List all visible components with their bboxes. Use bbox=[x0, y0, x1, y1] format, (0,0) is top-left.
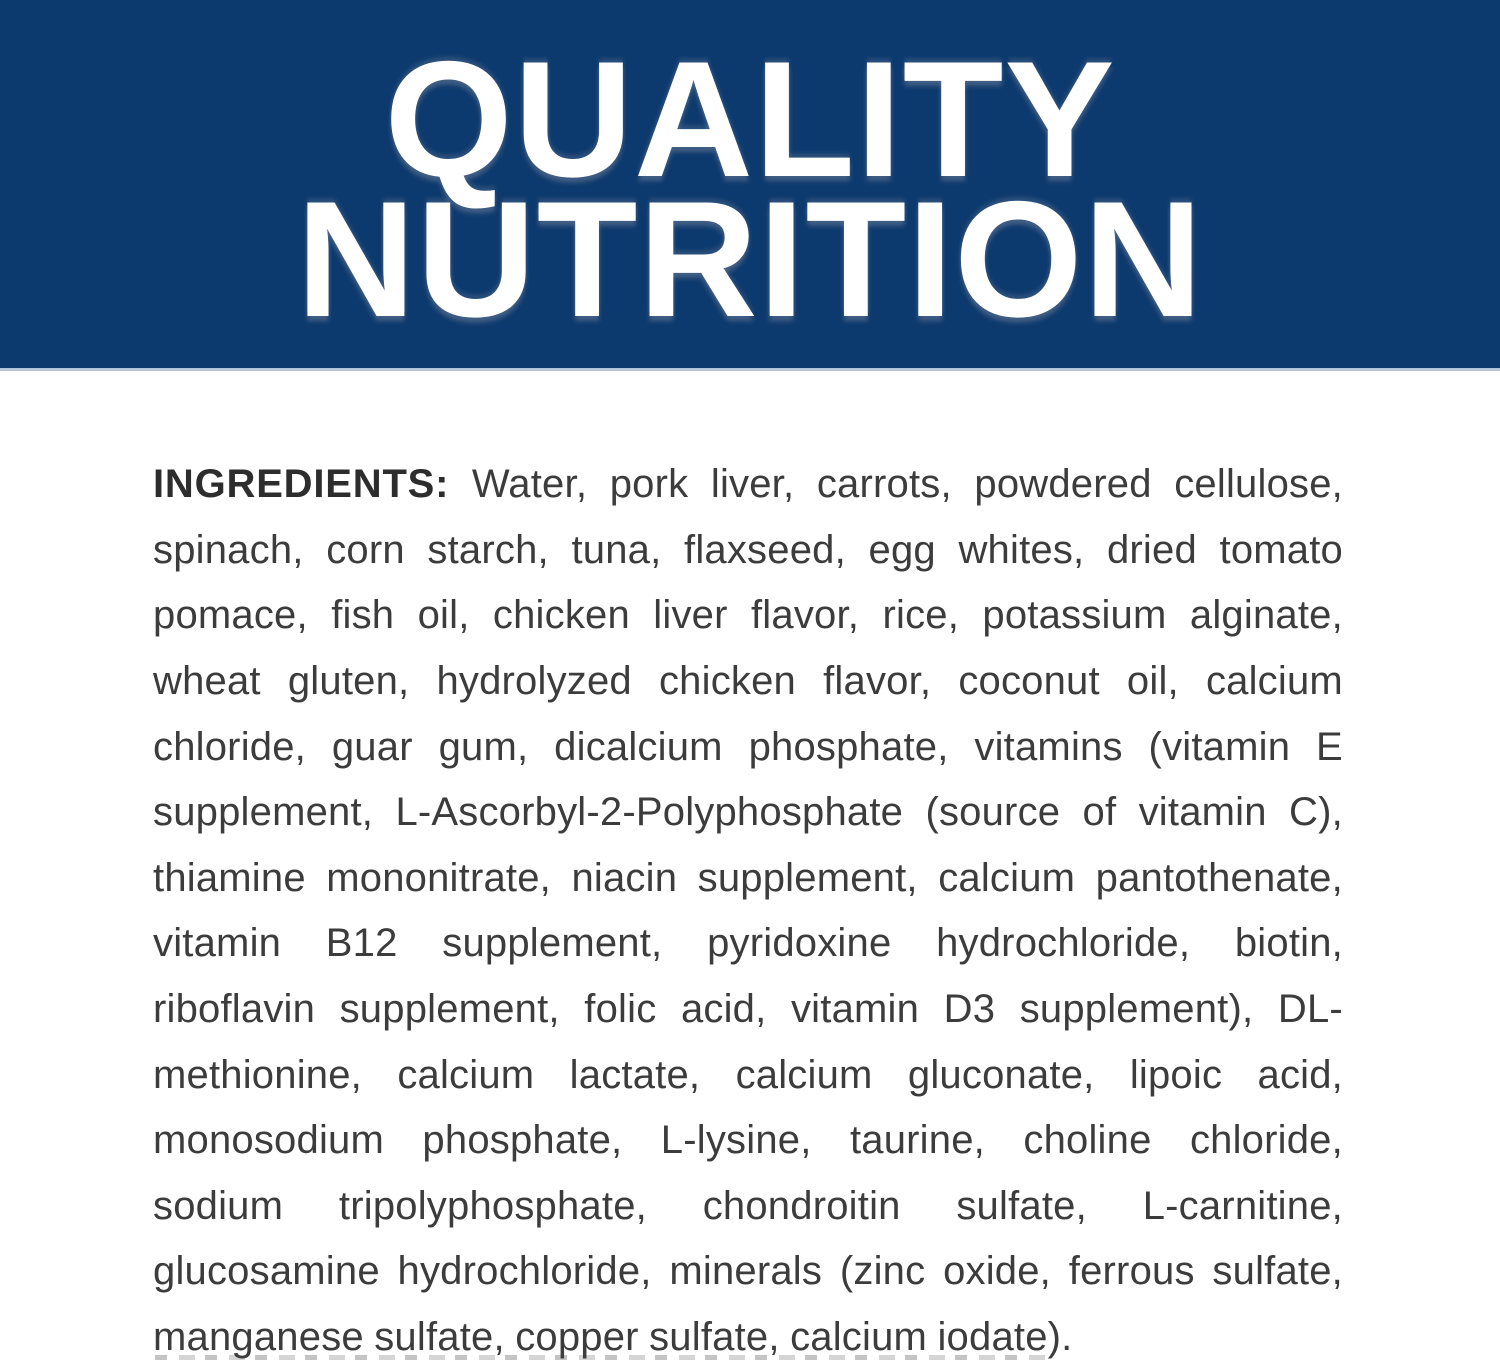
ingredients-word: oil, bbox=[417, 593, 470, 638]
ingredients-word: (vitamin bbox=[1148, 724, 1291, 769]
ingredients-line bbox=[153, 649, 1343, 715]
ingredients-word: tomato bbox=[1219, 527, 1343, 572]
ingredients-word: B12 bbox=[325, 921, 398, 966]
ingredients-word: wheat bbox=[153, 659, 261, 704]
ingredients-word: (zinc bbox=[839, 1249, 926, 1294]
ingredients-word: thiamine bbox=[153, 855, 306, 900]
ingredients-word: copper bbox=[515, 1315, 639, 1360]
ingredients-word: C), bbox=[1289, 790, 1343, 835]
ingredients-line bbox=[153, 977, 1343, 1043]
ingredients-word: L-Ascorbyl-2-Polyphosphate bbox=[395, 790, 904, 835]
ingredients-word: starch, bbox=[427, 527, 549, 572]
ingredients-word: chloride, bbox=[153, 724, 306, 769]
ingredients-word: supplement), bbox=[1019, 987, 1254, 1032]
ingredients-word: tripolyphosphate, bbox=[338, 1183, 647, 1228]
ingredients-word: alginate, bbox=[1189, 593, 1343, 638]
ingredients-word: gluten, bbox=[287, 659, 410, 704]
ingredients-word: tuna, bbox=[571, 527, 662, 572]
banner-title-line2: NUTRITION bbox=[296, 167, 1204, 351]
ingredients-word: hydrochloride, bbox=[397, 1249, 652, 1294]
ingredients-word: oil, bbox=[1126, 659, 1179, 704]
ingredients-word: calcium bbox=[790, 1315, 928, 1360]
ingredients-word: minerals bbox=[669, 1249, 823, 1294]
ingredients-line bbox=[153, 452, 1343, 518]
ingredients-word: egg bbox=[868, 527, 936, 572]
ingredients-word: fish bbox=[331, 593, 395, 638]
ingredients-word: flaxseed, bbox=[684, 527, 846, 572]
ingredients-line bbox=[153, 518, 1343, 584]
ingredients-word: acid, bbox=[1257, 1052, 1343, 1097]
ingredients-word: Water, bbox=[471, 462, 588, 507]
ingredients-word: vitamins bbox=[974, 724, 1123, 769]
ingredients-line bbox=[153, 1108, 1343, 1174]
ingredients-word: whites, bbox=[958, 527, 1085, 572]
ingredients-word: manganese bbox=[153, 1315, 364, 1360]
ingredients-word: rice, bbox=[882, 593, 960, 638]
ingredients-word: acid, bbox=[680, 987, 767, 1032]
ingredients-word: mononitrate, bbox=[326, 855, 551, 900]
ingredients-word: spinach, bbox=[153, 527, 304, 572]
ingredients-word: chicken bbox=[658, 659, 796, 704]
ingredients-word: gluconate, bbox=[907, 1052, 1095, 1097]
ingredients-word: oxide, bbox=[943, 1249, 1052, 1294]
ingredients-word: monosodium bbox=[153, 1118, 385, 1163]
ingredients-word: of bbox=[1082, 790, 1117, 835]
ingredients-word: taurine, bbox=[849, 1118, 985, 1163]
ingredients-line bbox=[153, 846, 1343, 912]
ingredients-word: sulfate, bbox=[374, 1315, 505, 1360]
ingredients-word: (source bbox=[925, 790, 1061, 835]
ingredients-word: iodate). bbox=[937, 1315, 1073, 1360]
banner-title-line1: QUALITY bbox=[384, 27, 1116, 211]
ingredients-word: liver, bbox=[710, 462, 795, 507]
ingredients-line bbox=[153, 714, 1343, 780]
quality-nutrition-banner bbox=[0, 0, 1500, 371]
ingredients-line bbox=[153, 911, 1343, 977]
ingredients-word: supplement, bbox=[442, 921, 663, 966]
cropped-text-fragments bbox=[155, 1355, 1055, 1360]
ingredients-word: methionine, bbox=[153, 1052, 362, 1097]
ingredients-word: flavor, bbox=[750, 593, 860, 638]
ingredients-word: folic bbox=[584, 987, 657, 1032]
ingredients-word: sodium bbox=[153, 1183, 284, 1228]
ingredients-word: sulfate, bbox=[649, 1315, 780, 1360]
ingredients-word: gum, bbox=[438, 724, 529, 769]
ingredients-line bbox=[153, 1305, 1343, 1360]
ingredients-word: calcium bbox=[938, 855, 1076, 900]
ingredients-word: phosphate, bbox=[748, 724, 949, 769]
ingredients-word: hydrolyzed bbox=[436, 659, 632, 704]
ingredients-word: carrots, bbox=[816, 462, 952, 507]
ingredients-word: vitamin bbox=[790, 987, 920, 1032]
ingredients-word: guar bbox=[331, 724, 413, 769]
ingredients-word: lactate, bbox=[569, 1052, 701, 1097]
ingredients-word: niacin bbox=[571, 855, 678, 900]
ingredients-word: lipoic bbox=[1129, 1052, 1223, 1097]
ingredients-word: L-carnitine, bbox=[1142, 1183, 1343, 1228]
ingredients-word: L-lysine, bbox=[660, 1118, 812, 1163]
ingredients-word: choline bbox=[1023, 1118, 1152, 1163]
ingredients-word: pantothenate, bbox=[1095, 855, 1343, 900]
ingredients-word: pork bbox=[609, 462, 689, 507]
ingredients-word: DL- bbox=[1277, 987, 1343, 1032]
ingredients-word: vitamin bbox=[153, 921, 282, 966]
ingredients-word: chicken bbox=[492, 593, 630, 638]
ingredients-line bbox=[153, 1239, 1343, 1305]
ingredients-word: supplement, bbox=[153, 790, 374, 835]
ingredients-word: vitamin bbox=[1138, 790, 1267, 835]
ingredients-word: dried bbox=[1106, 527, 1197, 572]
ingredients-word: flavor, bbox=[823, 659, 932, 704]
ingredients-line bbox=[153, 1042, 1343, 1108]
ingredients-word: E bbox=[1316, 724, 1343, 769]
ingredients-word: supplement, bbox=[697, 855, 918, 900]
ingredients-word: biotin, bbox=[1234, 921, 1343, 966]
ingredients-word: calcium bbox=[1205, 659, 1343, 704]
ingredients-word: calcium bbox=[397, 1052, 535, 1097]
ingredients-word: chondroitin bbox=[702, 1183, 901, 1228]
ingredients-word: sulfate, bbox=[1212, 1249, 1343, 1294]
ingredients-word: D3 bbox=[943, 987, 996, 1032]
ingredients-label: INGREDIENTS: bbox=[153, 462, 450, 507]
ingredients-line bbox=[153, 1174, 1343, 1240]
ingredients-word: liver bbox=[653, 593, 728, 638]
ingredients-word: powdered bbox=[974, 462, 1152, 507]
ingredients-word: ferrous bbox=[1068, 1249, 1195, 1294]
ingredients-paragraph bbox=[153, 452, 1343, 1360]
ingredients-word: supplement, bbox=[339, 987, 560, 1032]
ingredients-line bbox=[153, 780, 1343, 846]
ingredients-word: hydrochloride, bbox=[936, 921, 1191, 966]
ingredients-word: potassium bbox=[982, 593, 1167, 638]
ingredients-word: chloride, bbox=[1189, 1118, 1343, 1163]
ingredients-word: dicalcium bbox=[554, 724, 723, 769]
ingredients-word: calcium bbox=[735, 1052, 873, 1097]
ingredients-word: corn bbox=[326, 527, 405, 572]
ingredients-word: sulfate, bbox=[956, 1183, 1087, 1228]
ingredients-line bbox=[153, 583, 1343, 649]
ingredients-word: coconut bbox=[958, 659, 1100, 704]
ingredients-word: riboflavin bbox=[153, 987, 316, 1032]
ingredients-word: phosphate, bbox=[422, 1118, 623, 1163]
ingredients-word: pomace, bbox=[153, 593, 308, 638]
ingredients-word: cellulose, bbox=[1174, 462, 1343, 507]
ingredients-word: glucosamine bbox=[153, 1249, 380, 1294]
ingredients-word: pyridoxine bbox=[707, 921, 892, 966]
